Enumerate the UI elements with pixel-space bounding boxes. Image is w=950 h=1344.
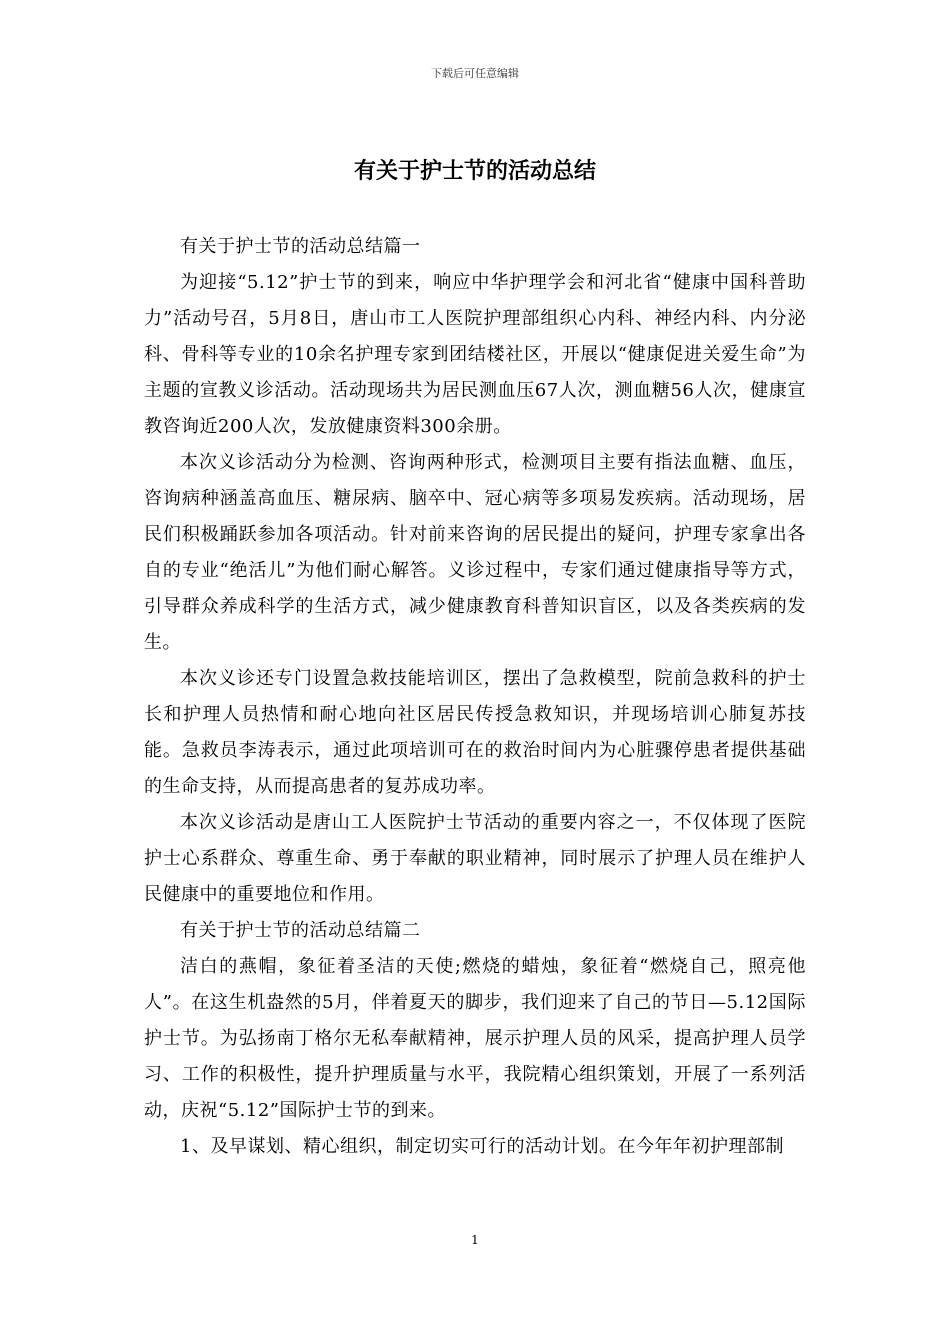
section-heading-one: 有关于护士节的活动总结篇一 (180, 236, 421, 257)
page-number: 1 (471, 1233, 479, 1247)
header-note: 下载后可任意编辑 (431, 67, 519, 80)
section-heading-two: 有关于护士节的活动总结篇二 (180, 920, 421, 941)
body-paragraph: 本次义诊活动是唐山工人医院护士节活动的重要内容之一，不仅体现了医院护士心系群众、尊重生命、勇于奉献的职业精神，同时展示了护理人员在维护人民健康中的重要地位和作用。 (144, 812, 806, 905)
document-body (144, 229, 806, 1165)
body-paragraph: 洁白的燕帽，象征着圣洁的天使;燃烧的蜡烛，象征着“燃烧自己，照亮他人”。在这生机盎然的5月，伴着夏天的脚步，我们迎来了自己的节日—5.12国际护士节。为弘扬南丁格尔无私奉献精神，展示护理人员的风采，提高护理人员学习、工作的积极性，提升护理质量与水平，我院精心组织策划，开展了一系列活动，庆祝“5.12”国际护士节的到来。 (144, 956, 806, 1121)
body-paragraph: 1、及早谋划、精心组织，制定切实可行的活动计划。在今年年初护理部制 (180, 1136, 784, 1157)
document-title: 有关于护士节的活动总结 (353, 158, 596, 184)
body-paragraph: 本次义诊还专门设置急救技能培训区，摆出了急救模型，院前急救科的护士长和护理人员热情和耐心地向社区居民传授急救知识，并现场培训心肺复苏技能。急救员李涛表示，通过此项培训可在的救治时间内为心脏骤停患者提供基础的生命支持，从而提高患者的复苏成功率。 (144, 668, 806, 797)
body-paragraph: 本次义诊活动分为检测、咨询两种形式，检测项目主要有指法血糖、血压，咨询病种涵盖高血压、糖尿病、脑卒中、冠心病等多项易发疾病。活动现场，居民们积极踊跃参加各项活动。针对前来咨询的居民提出的疑问，护理专家拿出各自的专业“绝活儿”为他们耐心解答。义诊过程中，专家们通过健康指导等方式，引导群众养成科学的生活方式，减少健康教育科普知识盲区，以及各类疾病的发生。 (144, 452, 806, 653)
body-paragraph: 为迎接“5.12”护士节的到来，响应中华护理学会和河北省“健康中国科普助力”活动号召，5月8日，唐山市工人医院护理部组织心内科、神经内科、内分泌科、骨科等专业的10余名护理专家到团结楼社区，开展以“健康促进关爱生命”为主题的宣教义诊活动。活动现场共为居民测血压67人次，测血糖56人次，健康宣教咨询近200人次，发放健康资料300余册。 (144, 272, 806, 437)
